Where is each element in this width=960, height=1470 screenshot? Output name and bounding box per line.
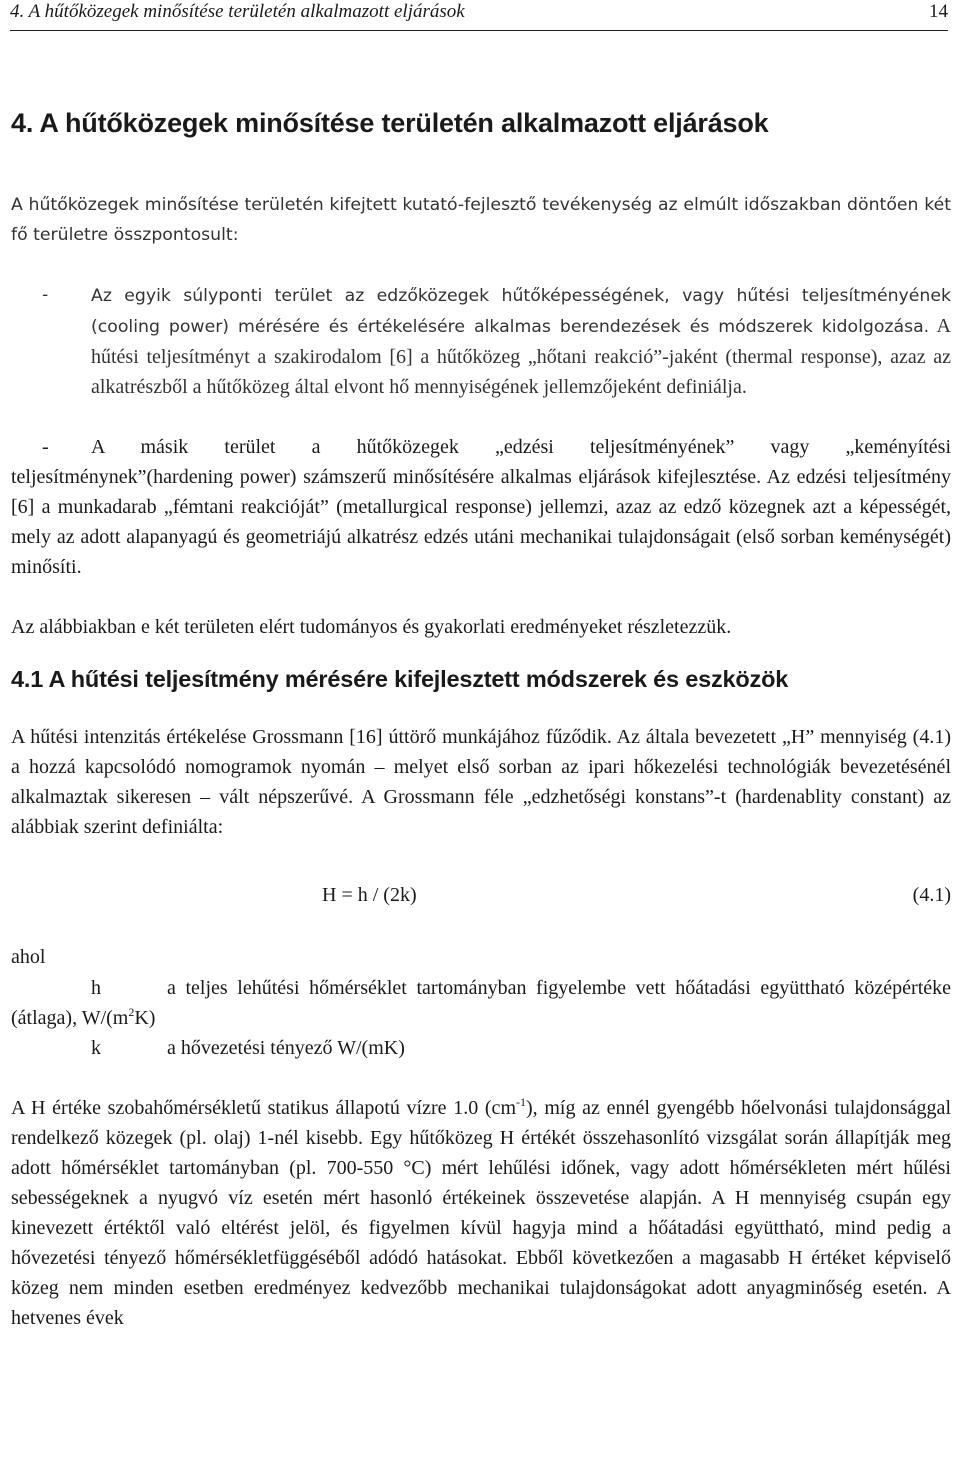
chapter-title: 4. A hűtőközegek minősítése területén alkalmazott eljárások [11,108,769,138]
summary-paragraph: Az alábbiakban e két területen elért tudományos és gyakorlati eredményeket részletezzük. [11,616,732,638]
definition-symbol: h [91,977,101,999]
definition-h [11,973,951,1033]
running-header-title: 4. A hűtőközegek minősítése területén alkalmazott eljárások [10,1,465,22]
definition-k [11,1033,951,1063]
definition-symbol: k [91,1037,101,1059]
bullet-text-serif: A hűtési teljesítményt a szakirodalom [6] a hűtőközeg „hőtani reakció”-jaként (thermal response), azaz az alkatrészből a hűtőközeg által elvont hő mennyiségének jellemzőjeként definiálja. [91,315,951,398]
running-header [10,0,948,31]
equation [11,880,951,910]
h-value-text-rest: ), míg az ennél gyengébb hőelvonási tulajdonsággal rendelkező közegek (pl. olaj) 1-nél kisebb. Egy hűtőközeg H értékét összehasonlító vizsgálat során állapítják meg adott hőmérséklet tartományban (pl. 700-550 °C) mért lehűlési időnek, vagy adott hőmérsékleten mért hűlési sebességeknek a nyugvó víz esetén mért hasonló értékeinek összevetése alapján. A H mennyiség csupán egy kinevezett értéktől való eltérést jelöl, és figyelmen kívül hagyja mind a hőátadási együttható, mind pedig a hővezetési tényező hőmérsékletfüggéséből adódó hatásokat. Ebből következően a magasabb H értéket képviselő közeg nem minden esetben eredményez kedvezőbb mechanikai tulajdonságokat adott anyagminőség esetén. A hetvenes évek [11,1097,951,1329]
definition-text [11,973,951,1033]
bullet-text [11,280,951,402]
definition-text-end: K) [134,1007,156,1029]
bullet-item-cooling-power [11,280,951,402]
equation-number: (4.1) [912,884,951,906]
definition-superscript: 2 [128,1005,135,1019]
formula: H = h / (2k) [322,884,417,906]
page-number: 14 [929,1,948,22]
intro-paragraph: A hűtőközegek minősítése területén kifejtett kutató-fejlesztő tevékenység az elmúlt időszakban döntően két fő területre összpontosult: [11,195,951,245]
definition-text: a hővezetési tényező W/(mK) [167,1037,405,1059]
where-label: ahol [11,946,46,968]
bullet-first-line: A másik terület a hűtőközegek „edzési teljesítményének” vagy „keményítési [91,436,951,458]
bullet-dash: - [42,436,49,458]
document-body [11,96,951,1333]
bullet-item-hardening-power [11,432,951,582]
grossmann-paragraph: A hűtési intenzitás értékelése Grossmann [16] úttörő munkájához fűződik. Az általa bevezetett „H” mennyiség (4.1) a hozzá kapcsolódó nomogramok nyomán – melyet első sorban az ipari hőkezelési technológiák bevezetésénél alkalmaztak sikeresen – vált népszerűvé. A Grossmann féle „edzhetőségi konstans”-t (hardenablity constant) az alábbiak szerint definiálta: [11,726,951,838]
h-value-paragraph [11,1093,951,1333]
bullet-text-sans: Az egyik súlyponti terület az edzőközegek hűtőképességének, vagy hűtési teljesítményének (cooling power) mérésére és értékelésére alkalmas berendezések és módszerek kidolgozása. [91,286,951,337]
definition-text-main: a teljes lehűtési hőmérséklet tartományban figyelembe vett hőátadási együttható középértéke (átlaga), W/(m [11,977,951,1029]
h-value-text-start: A H értéke szobahőmérsékletű statikus állapotú vízre 1.0 (cm [11,1097,516,1119]
section-title: 4.1 A hűtési teljesítmény mérésére kifejlesztett módszerek és eszközök [11,666,789,692]
h-value-superscript: -1 [516,1095,526,1109]
bullet-dash: - [42,285,49,305]
bullet-text: teljesítménynek”(hardening power) számszerű minősítésére alkalmas eljárások kifejlesztése. Az edzési teljesítmény [6] a munkadarab „fémtani reakcióját” (metallurgical response) jellemzi, azaz az edző közegnek azt a képességét, mely az adott alapanyagú és geometriájú alkatrész edzés utáni mechanikai tulajdonságait (első sorban keménységét) minősíti. [11,466,951,578]
